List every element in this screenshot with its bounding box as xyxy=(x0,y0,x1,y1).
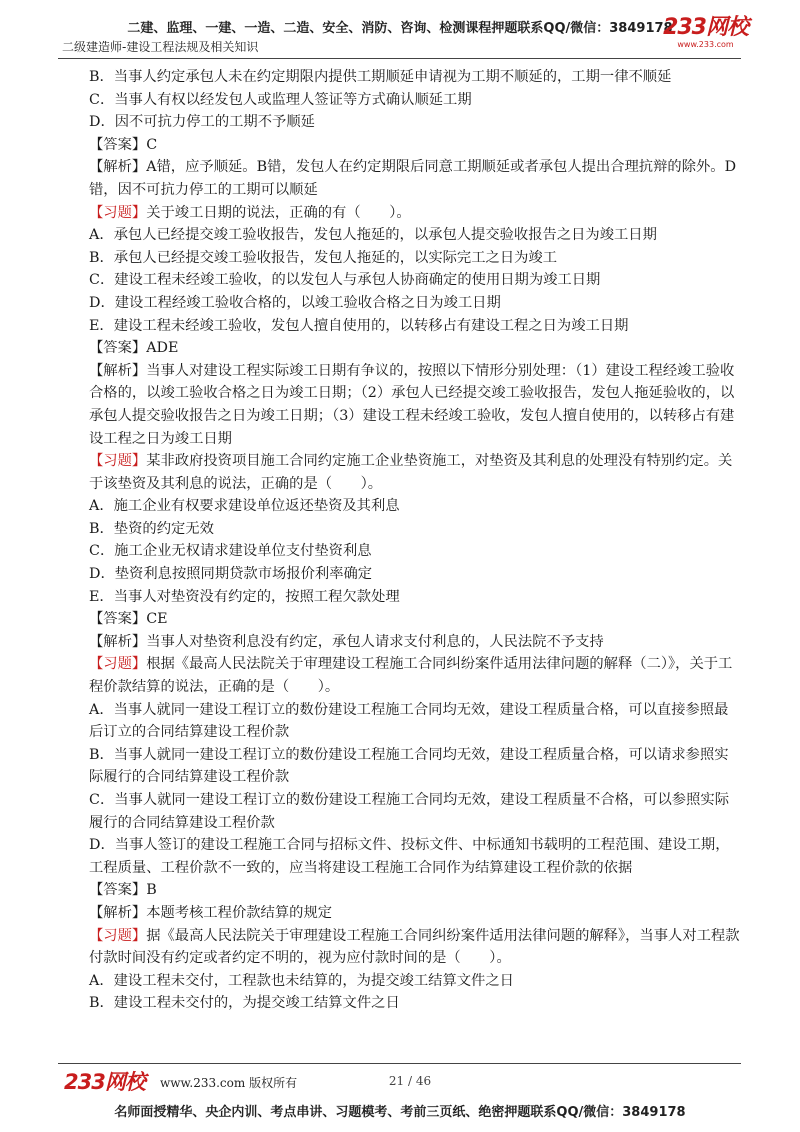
header-promo-line: 二建、监理、一建、一造、二造、安全、消防、咨询、检测课程押题联系QQ/微信：3849178 xyxy=(127,21,673,36)
answer-line xyxy=(72,608,742,631)
analysis-text: A错，应予顺延。B错，发包人在约定期限后同意工期顺延或者承包人提出合理抗辩的除外。D错，因不可抗力停工的工期可以顺延 xyxy=(89,159,737,198)
question-tag: 【习题】 xyxy=(89,656,147,673)
analysis-text: 当事人对建设工程实际竣工日期有争议的，按照以下情形分别处理：（1）建设工程经竣工验收合格的，以竣工验收合格之日为竣工日期；（2）承包人已经提交竣工验收报告，发包人拖延验收的，以承包人提交验收报告之日为竣工日期；（3）建设工程未经竣工验收，发包人擅自使用的，以转移占有建设工程之日为竣工日期 xyxy=(89,362,735,447)
question-tag: 【习题】 xyxy=(89,453,147,470)
analysis-label: 【解析】 xyxy=(89,633,147,650)
question-stem xyxy=(72,450,742,495)
analysis-line xyxy=(72,360,742,450)
analysis-label: 【解析】 xyxy=(89,904,147,921)
brand-logo xyxy=(663,16,748,49)
answer-line xyxy=(72,337,742,360)
answer-value: C xyxy=(146,136,158,153)
question-tag: 【习题】 xyxy=(89,204,147,221)
option-d: D．当事人签订的建设工程施工合同与招标文件、投标文件、中标通知书载明的工程范围、建设工期，工程质量、工程价款不一致的，应当将建设工程施工合同作为结算建设工程价款的依据 xyxy=(89,837,730,876)
brand-logo-text: 233网校 xyxy=(663,15,748,40)
footer-logo: 233网校 xyxy=(64,1070,145,1094)
analysis-line xyxy=(72,631,742,654)
footer-promo-line: 名师面授精华、央企内训、考点串讲、习题模考、考前三页纸、绝密押题联系QQ/微信：3849178 xyxy=(114,1105,686,1120)
footer-divider xyxy=(58,1063,741,1064)
answer-label: 【答案】 xyxy=(89,340,147,357)
option-c: C．建设工程未经竣工验收，的以发包人与承包人协商确定的使用日期为竣工日期 xyxy=(89,272,601,289)
question-stem xyxy=(72,202,742,225)
answer-line xyxy=(72,879,742,902)
footer-copyright: www.233.com 版权所有 xyxy=(160,1076,298,1090)
question-text: 关于竣工日期的说法，正确的有（ ）。 xyxy=(146,204,411,221)
page-number: 21 / 46 xyxy=(388,1074,432,1088)
question-stem xyxy=(72,653,742,698)
option-b: B．当事人就同一建设工程订立的数份建设工程施工合同均无效，建设工程质量合格，可以请求参照实际履行的合同结算建设工程价款 xyxy=(89,746,729,786)
answer-line xyxy=(72,134,742,157)
question-text: 根据《最高人民法院关于审理建设工程施工合同纠纷案件适用法律问题的解释（二）》，关于工程价款结算的说法，正确的是（ ）。 xyxy=(89,656,733,696)
analysis-text: 当事人对垫资利息没有约定，承包人请求支付利息的，人民法院不予支持 xyxy=(146,633,604,650)
question-text: 某非政府投资项目施工合同约定施工企业垫资施工，对垫资及其利息的处理没有特别约定。关于该垫资及其利息的说法，正确的是（ ）。 xyxy=(89,453,733,492)
option-d: D．建设工程经竣工验收合格的，以竣工验收合格之日为竣工日期 xyxy=(89,294,501,311)
header-divider xyxy=(58,58,741,59)
option-b: B．当事人约定承包人未在约定期限内提供工期顺延申请视为工期不顺延的，工期一律不顺延 xyxy=(89,69,672,85)
option-e: E．建设工程未经竣工验收，发包人擅自使用的，以转移占有建设工程之日为竣工日期 xyxy=(89,317,629,334)
document-subtitle: 二级建造师-建设工程法规及相关知识 xyxy=(62,40,259,54)
option-b: B．承包人已经提交竣工验收报告，发包人拖延的，以实际完工之日为竣工 xyxy=(89,249,558,266)
document-body xyxy=(72,66,742,1015)
option-a: A．建设工程未交付，工程款也未结算的，为提交竣工结算文件之日 xyxy=(89,972,514,989)
option-c: C．施工企业无权请求建设单位支付垫资利息 xyxy=(89,543,372,560)
brand-logo-url: www.233.com xyxy=(677,40,734,49)
option-a: A．承包人已经提交竣工验收报告，发包人拖延的，以承包人提交验收报告之日为竣工日期 xyxy=(89,227,657,244)
answer-label: 【答案】 xyxy=(89,882,147,899)
answer-value: CE xyxy=(146,611,168,628)
answer-label: 【答案】 xyxy=(89,611,147,628)
analysis-line xyxy=(72,902,742,925)
option-a: A．当事人就同一建设工程订立的数份建设工程施工合同均无效，建设工程质量合格，可以直接参照最后订立的合同结算建设工程价款 xyxy=(89,701,729,741)
analysis-label: 【解析】 xyxy=(89,362,147,379)
answer-value: ADE xyxy=(146,340,179,357)
option-a: A．施工企业有权要求建设单位返还垫资及其利息 xyxy=(89,498,400,515)
option-b: B．垫资的约定无效 xyxy=(89,520,214,537)
question-stem xyxy=(72,925,742,970)
option-d: D．因不可抗力停工的工期不予顺延 xyxy=(89,114,315,131)
option-b: B．建设工程未交付的，为提交竣工结算文件之日 xyxy=(89,995,400,1012)
answer-label: 【答案】 xyxy=(89,136,147,153)
answer-value: B xyxy=(146,882,157,899)
analysis-label: 【解析】 xyxy=(89,159,147,176)
option-d: D．垫资利息按照同期贷款市场报价利率确定 xyxy=(89,566,373,583)
question-text: 据《最高人民法院关于审理建设工程施工合同纠纷案件适用法律问题的解释》，当事人对工程款付款时间没有约定或者约定不明的，视为应付款时间的是（ ）。 xyxy=(89,927,740,967)
analysis-line xyxy=(72,156,742,201)
option-c: C．当事人就同一建设工程订立的数份建设工程施工合同均无效，建设工程质量不合格，可以参照实际履行的合同结算建设工程价款 xyxy=(89,792,729,831)
analysis-text: 本题考核工程价款结算的规定 xyxy=(146,904,333,921)
option-c: C．当事人有权以经发包人或监理人签证等方式确认顺延工期 xyxy=(89,91,472,108)
question-tag: 【习题】 xyxy=(89,927,147,944)
option-e: E．当事人对垫资没有约定的，按照工程欠款处理 xyxy=(89,588,400,605)
